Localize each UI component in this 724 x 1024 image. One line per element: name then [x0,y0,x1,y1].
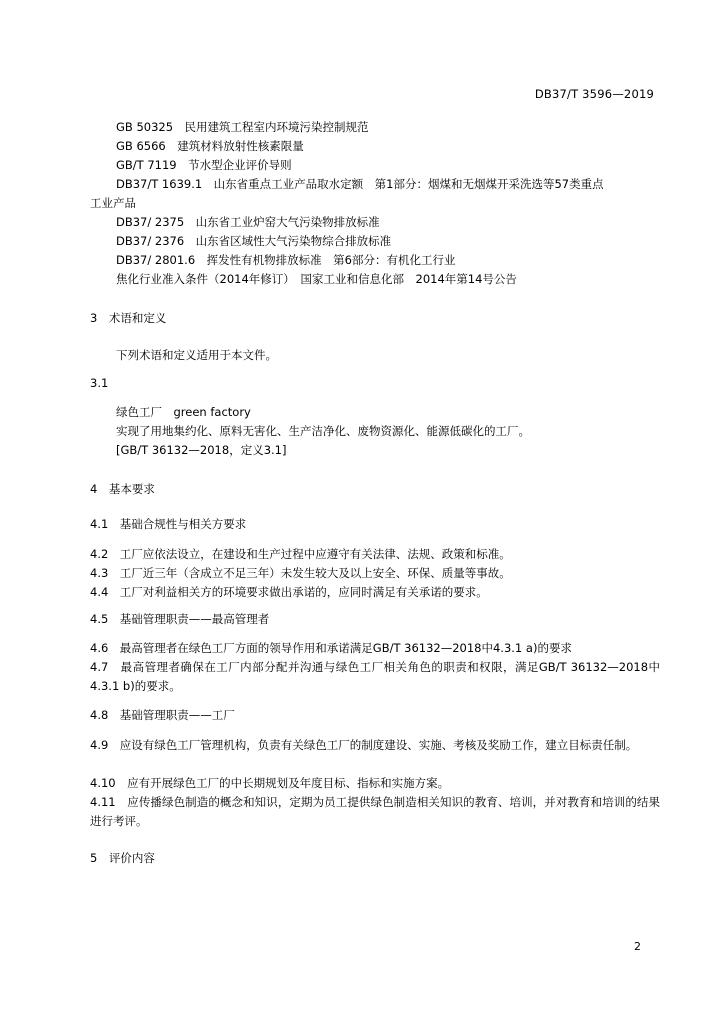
clause-4-2: 4.2 工厂应依法设立，在建设和生产过程中应遵守有关法律、法规、政策和标准。 [90,547,511,561]
reference-coking-industry: 焦化行业准入条件（2014年修订） 国家工业和信息化部 2014年第14号公告 [116,272,517,286]
section-3-intro: 下列术语和定义适用于本文件。 [116,348,277,362]
section-3-heading: 3 术语和定义 [90,311,167,325]
term-definition: 实现了用地集约化、原料无害化、生产洁净化、废物资源化、能源低碳化的工厂。 [116,424,530,438]
reference-db37t1639-continued: 工业产品 [90,196,136,210]
clause-4-10: 4.10 应有开展绿色工厂的中长期规划及年度目标、指标和实施方案。 [90,776,450,790]
reference-db37-2801: DB37/ 2801.6 挥发性有机物排放标准 第6部分：有机化工行业 [116,253,456,267]
reference-db37-2376: DB37/ 2376 山东省区域性大气污染物综合排放标准 [116,234,392,248]
term-number: 3.1 [90,376,109,390]
reference-db37-2375: DB37/ 2375 山东省工业炉窑大气污染物排放标准 [116,215,380,229]
reference-gb50325: GB 50325 民用建筑工程室内环境污染控制规范 [116,120,369,134]
reference-db37t1639: DB37/T 1639.1 山东省重点工业产品取水定额 第1部分：烟煤和无烟煤开采洗选等57类重点 [116,177,604,191]
document-number: DB37/T 3596—2019 [534,87,654,101]
reference-gb6566: GB 6566 建筑材料放射性核素限量 [116,139,304,153]
clause-4-1: 4.1 基础合规性与相关方要求 [90,517,247,531]
reference-gbt7119: GB/T 7119 节水型企业评价导则 [116,158,292,172]
term-source: [GB/T 36132—2018，定义3.1] [116,443,287,457]
clause-4-8: 4.8 基础管理职责——工厂 [90,708,235,722]
term-name: 绿色工厂 green factory [116,405,251,419]
clause-4-5: 4.5 基础管理职责——最高管理者 [90,612,270,626]
page-number: 2 [634,940,641,953]
clause-4-11: 4.11 应传播绿色制造的概念和知识，定期为员工提供绿色制造相关知识的教育、培训，并对教育和培训的结果进行考评。 [90,795,660,828]
section-4-heading: 4 基本要求 [90,482,155,496]
clause-4-3: 4.3 工厂近三年（含成立不足三年）未发生较大及以上安全、环保、质量等事故。 [90,566,511,580]
clause-4-7: 4.7 最高管理者确保在工厂内部分配并沟通与绿色工厂相关角色的职责和权限，满足GB/T 36132—2018中4.3.1 b)的要求。 [90,660,660,693]
clause-4-4: 4.4 工厂对利益相关方的环境要求做出承诺的，应同时满足有关承诺的要求。 [90,585,488,599]
section-5-heading: 5 评价内容 [90,851,155,865]
clause-4-6: 4.6 最高管理者在绿色工厂方面的领导作用和承诺满足GB/T 36132—2018中4.3.1 a)的要求 [90,641,572,655]
clause-4-9: 4.9 应设有绿色工厂管理机构，负责有关绿色工厂的制度建设、实施、考核及奖励工作，建立目标责任制。 [90,738,638,752]
